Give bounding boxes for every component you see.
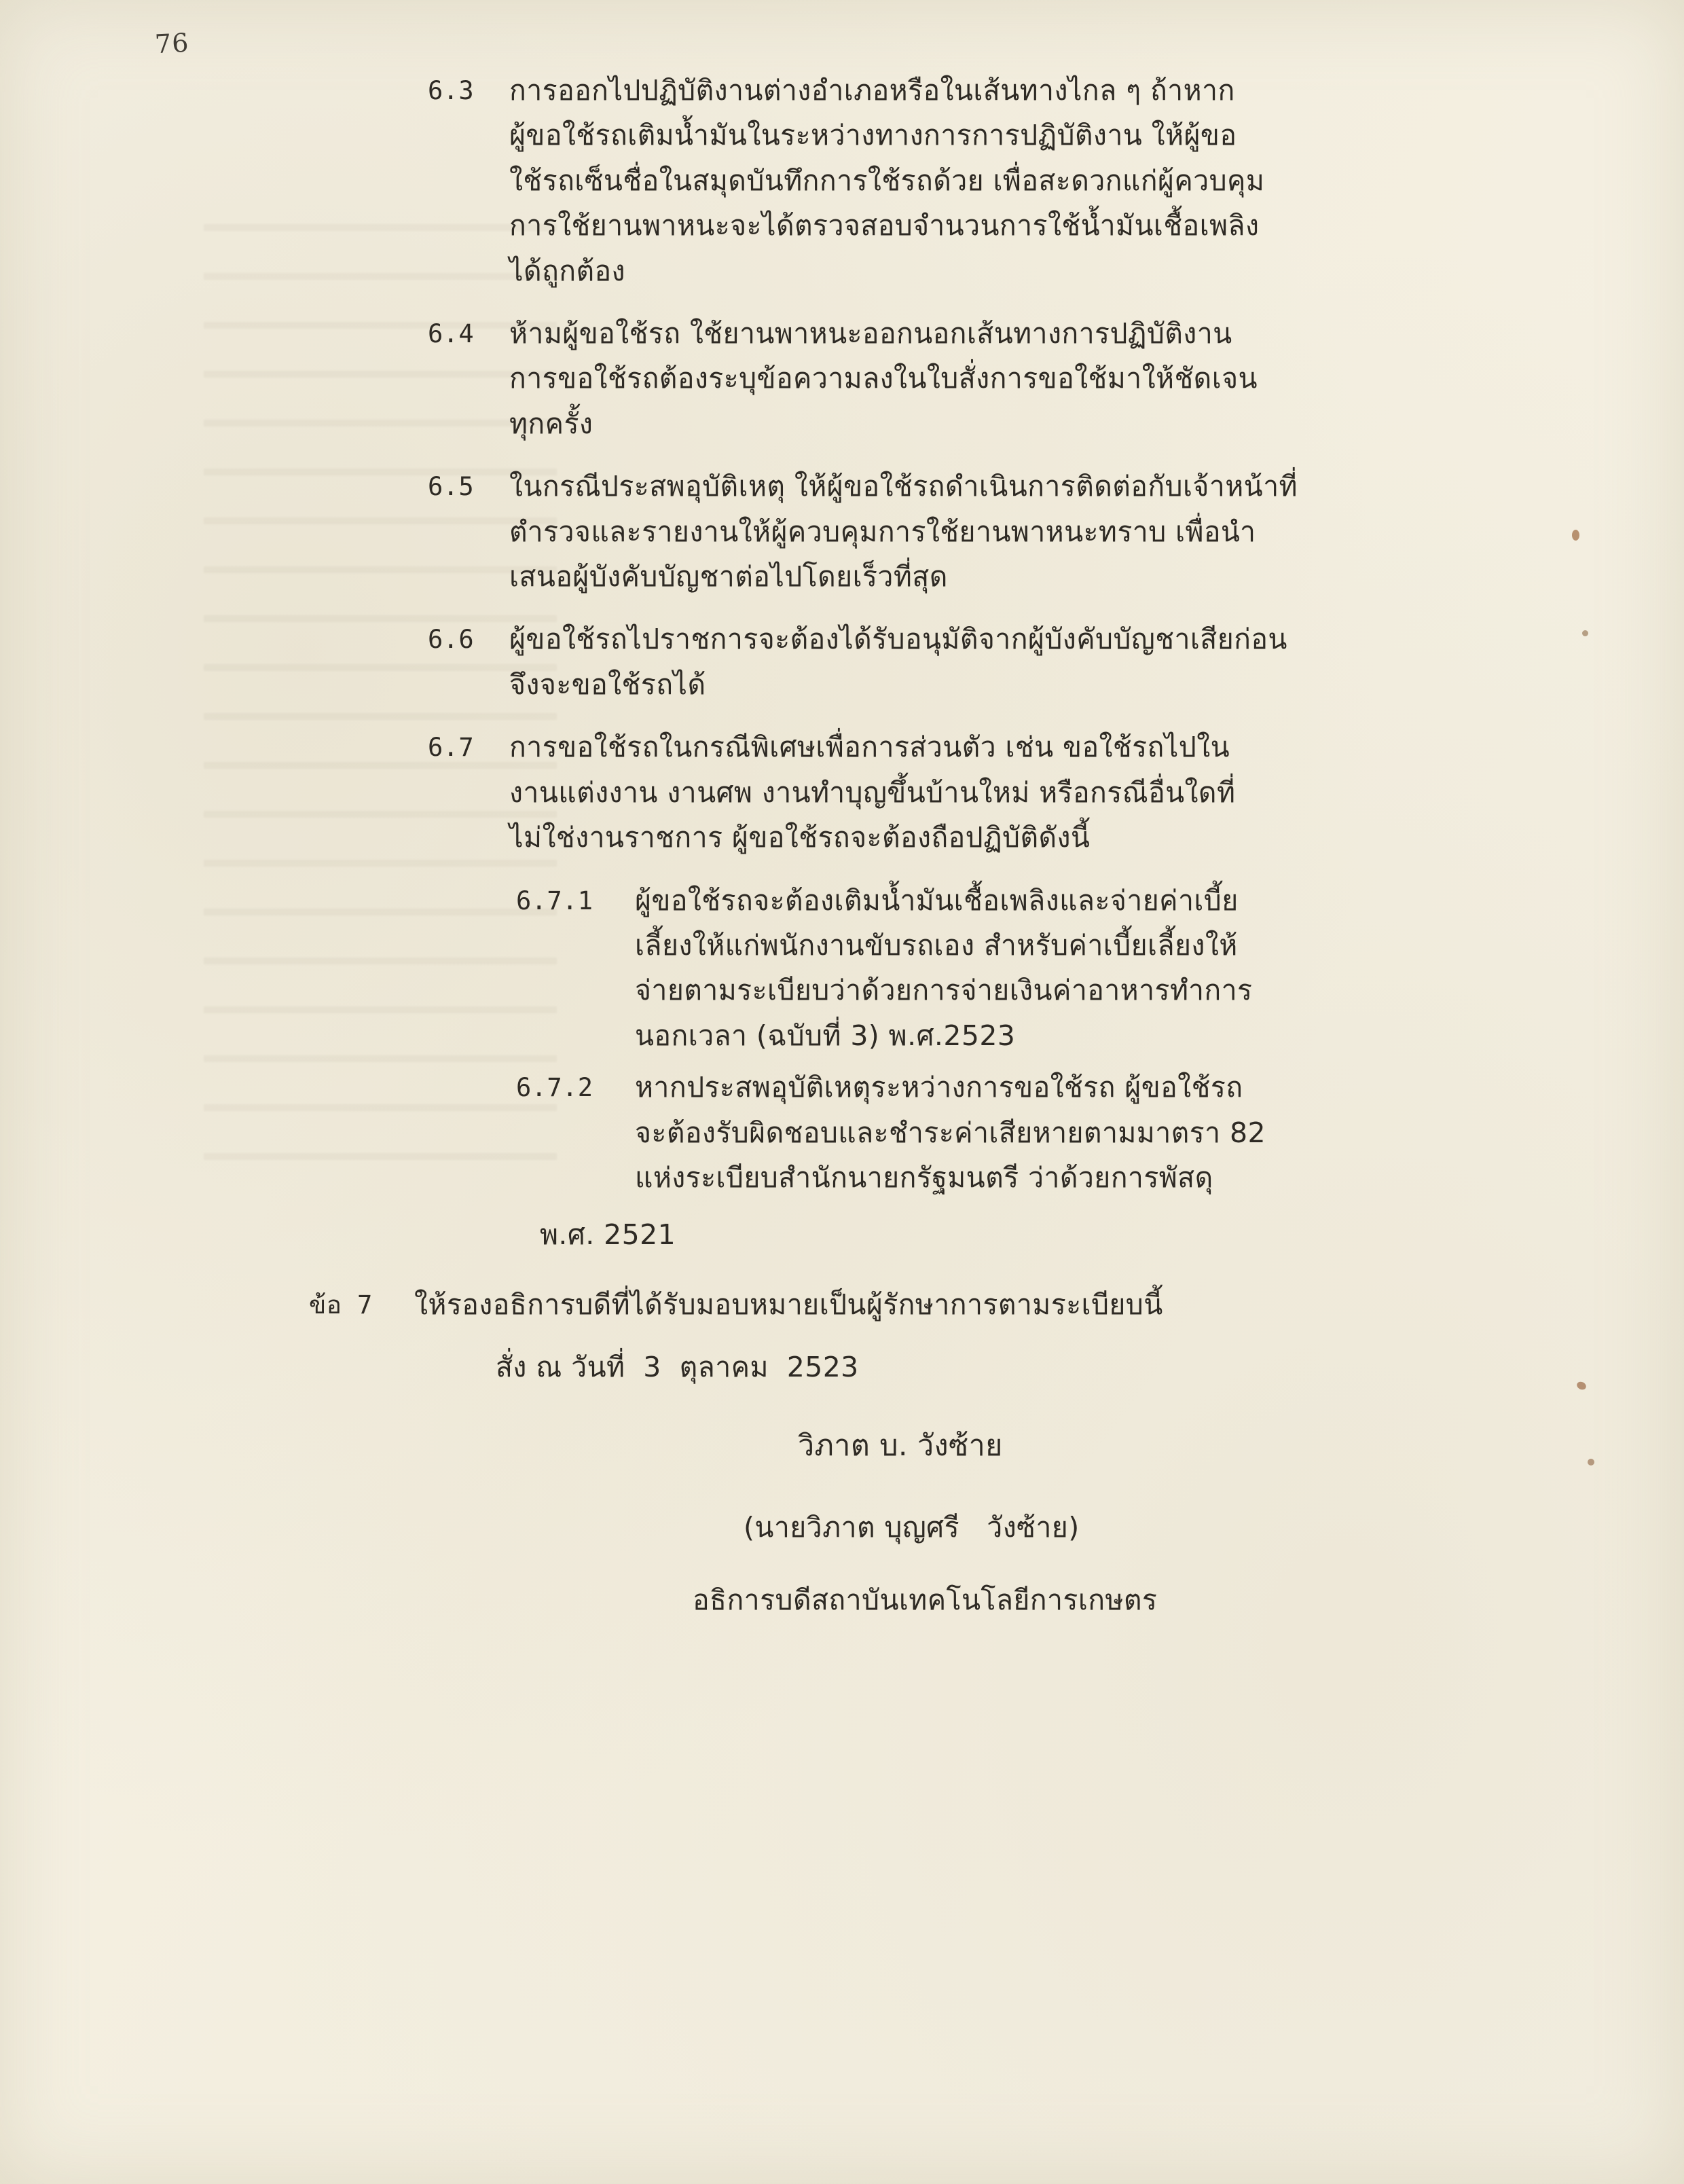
- trailing-year: พ.ศ. 2521: [540, 1218, 676, 1252]
- signatory-printed-name: (นายวิภาต บุญศรี วังซ้าย): [744, 1511, 1080, 1544]
- subclause-line: ผู้ขอใช้รถจะต้องเติมน้ำมันเชื้อเพลิงและจ่ายค่าเบี้ย: [635, 884, 1239, 917]
- clause-number: 6.4: [428, 319, 475, 349]
- clause-line: การขอใช้รถต้องระบุข้อความลงในใบสั่งการขอใช้มาให้ชัดเจน: [509, 362, 1258, 395]
- clause-text: [509, 725, 1684, 860]
- clause-6-6: [0, 617, 1684, 707]
- signature-block: [0, 1345, 1684, 1622]
- clause-line: ได้ถูกต้อง: [509, 254, 625, 287]
- article-number: ข้อ 7: [309, 1290, 373, 1320]
- subclause-number: 6.7.2: [516, 1073, 593, 1103]
- clause-line: ห้ามผู้ขอใช้รถ ใช้ยานพาหนะออกนอกเส้นทางการปฏิบัติงาน: [509, 317, 1232, 350]
- clause-line: การขอใช้รถในกรณีพิเศษเพื่อการส่วนตัว เช่น ขอใช้รถไปใน: [509, 731, 1230, 764]
- document-body: [0, 68, 1684, 1622]
- clause-6-3: [0, 68, 1684, 293]
- article-line: ให้รองอธิการบดีที่ได้รับมอบหมายเป็นผู้รักษาการตามระเบียบนี้: [414, 1288, 1163, 1321]
- clause-line: จึงจะขอใช้รถได้: [509, 668, 706, 701]
- clause-line: ตำรวจและรายงานให้ผู้ควบคุมการใช้ยานพาหนะทราบ เพื่อนำ: [509, 515, 1256, 548]
- clause-6-7: [0, 725, 1684, 860]
- clause-text: [509, 68, 1684, 293]
- page-number: 76: [153, 27, 190, 60]
- clause-text: [509, 617, 1684, 707]
- clause-number: 6.7: [428, 733, 475, 763]
- clause-line: ใช้รถเซ็นชื่อในสมุดบันทึกการใช้รถด้วย เพื่อสะดวกแก่ผู้ควบคุม: [509, 164, 1265, 197]
- clause-line: ผู้ขอใช้รถไปราชการจะต้องได้รับอนุมัติจากผู้บังคับบัญชาเสียก่อน: [509, 623, 1287, 656]
- clause-line: ไม่ใช่งานราชการ ผู้ขอใช้รถจะต้องถือปฏิบัติดังนี้: [509, 821, 1091, 854]
- clause-number: 6.3: [428, 76, 475, 105]
- clause-line: การใช้ยานพาหนะจะได้ตรวจสอบจำนวนการใช้น้ำมันเชื้อเพลิง: [509, 209, 1260, 242]
- subclause-line: แห่งระเบียบสำนักนายกรัฐมนตรี ว่าด้วยการพัสดุ: [635, 1161, 1213, 1194]
- clause-line: ทุกครั้ง: [509, 407, 593, 440]
- subclause-line: จะต้องรับผิดชอบและชำระค่าเสียหายตามมาตรา 82: [635, 1116, 1266, 1149]
- clause-line: งานแต่งงาน งานศพ งานทำบุญขึ้นบ้านใหม่ หรือกรณีอื่นใดที่: [509, 776, 1236, 809]
- subclause-number: 6.7.1: [516, 886, 593, 915]
- subclause-text: [635, 878, 1684, 1059]
- clause-number: 6.6: [428, 625, 475, 655]
- clause-line: ผู้ขอใช้รถเติมน้ำมันในระหว่างทางการการปฏิบัติงาน ให้ผู้ขอ: [509, 119, 1237, 152]
- handwritten-signature: วิภาต บ. วังซ้าย: [798, 1428, 1003, 1463]
- clause-line: การออกไปปฏิบัติงานต่างอำเภอหรือในเส้นทางไกล ๆ ถ้าหาก: [509, 74, 1235, 107]
- clause-number: 6.5: [428, 472, 475, 502]
- subclause-line: หากประสพอุบัติเหตุระหว่างการขอใช้รถ ผู้ขอใช้รถ: [635, 1071, 1243, 1104]
- article-text: [414, 1282, 1684, 1327]
- subclause-text: [635, 1065, 1684, 1200]
- subclause-line: เลี้ยงให้แก่พนักงานขับรถเอง สำหรับค่าเบี้ยเลี้ยงให้: [635, 928, 1238, 962]
- issue-date: สั่ง ณ วันที่ 3 ตุลาคม 2523: [496, 1351, 859, 1384]
- signatory-title: อธิการบดีสถาบันเทคโนโลยีการเกษตร: [693, 1583, 1158, 1616]
- article-7: [0, 1282, 1684, 1327]
- clause-line: เสนอผู้บังคับบัญชาต่อไปโดยเร็วที่สุด: [509, 560, 948, 594]
- clause-6-4: [0, 311, 1684, 446]
- subclause-line: จ่ายตามระเบียบว่าด้วยการจ่ายเงินค่าอาหารทำการ: [635, 974, 1253, 1007]
- subclause-6-7-2: [0, 1065, 1684, 1200]
- subclause-line: นอกเวลา (ฉบับที่ 3) พ.ศ.2523: [635, 1019, 1016, 1052]
- clause-text: [509, 464, 1684, 599]
- clause-text: [509, 311, 1684, 446]
- subclause-6-7-1: [0, 878, 1684, 1059]
- clause-line: ในกรณีประสพอุบัติเหตุ ให้ผู้ขอใช้รถดำเนินการติดต่อกับเจ้าหน้าที่: [509, 470, 1298, 503]
- clause-6-5: [0, 464, 1684, 599]
